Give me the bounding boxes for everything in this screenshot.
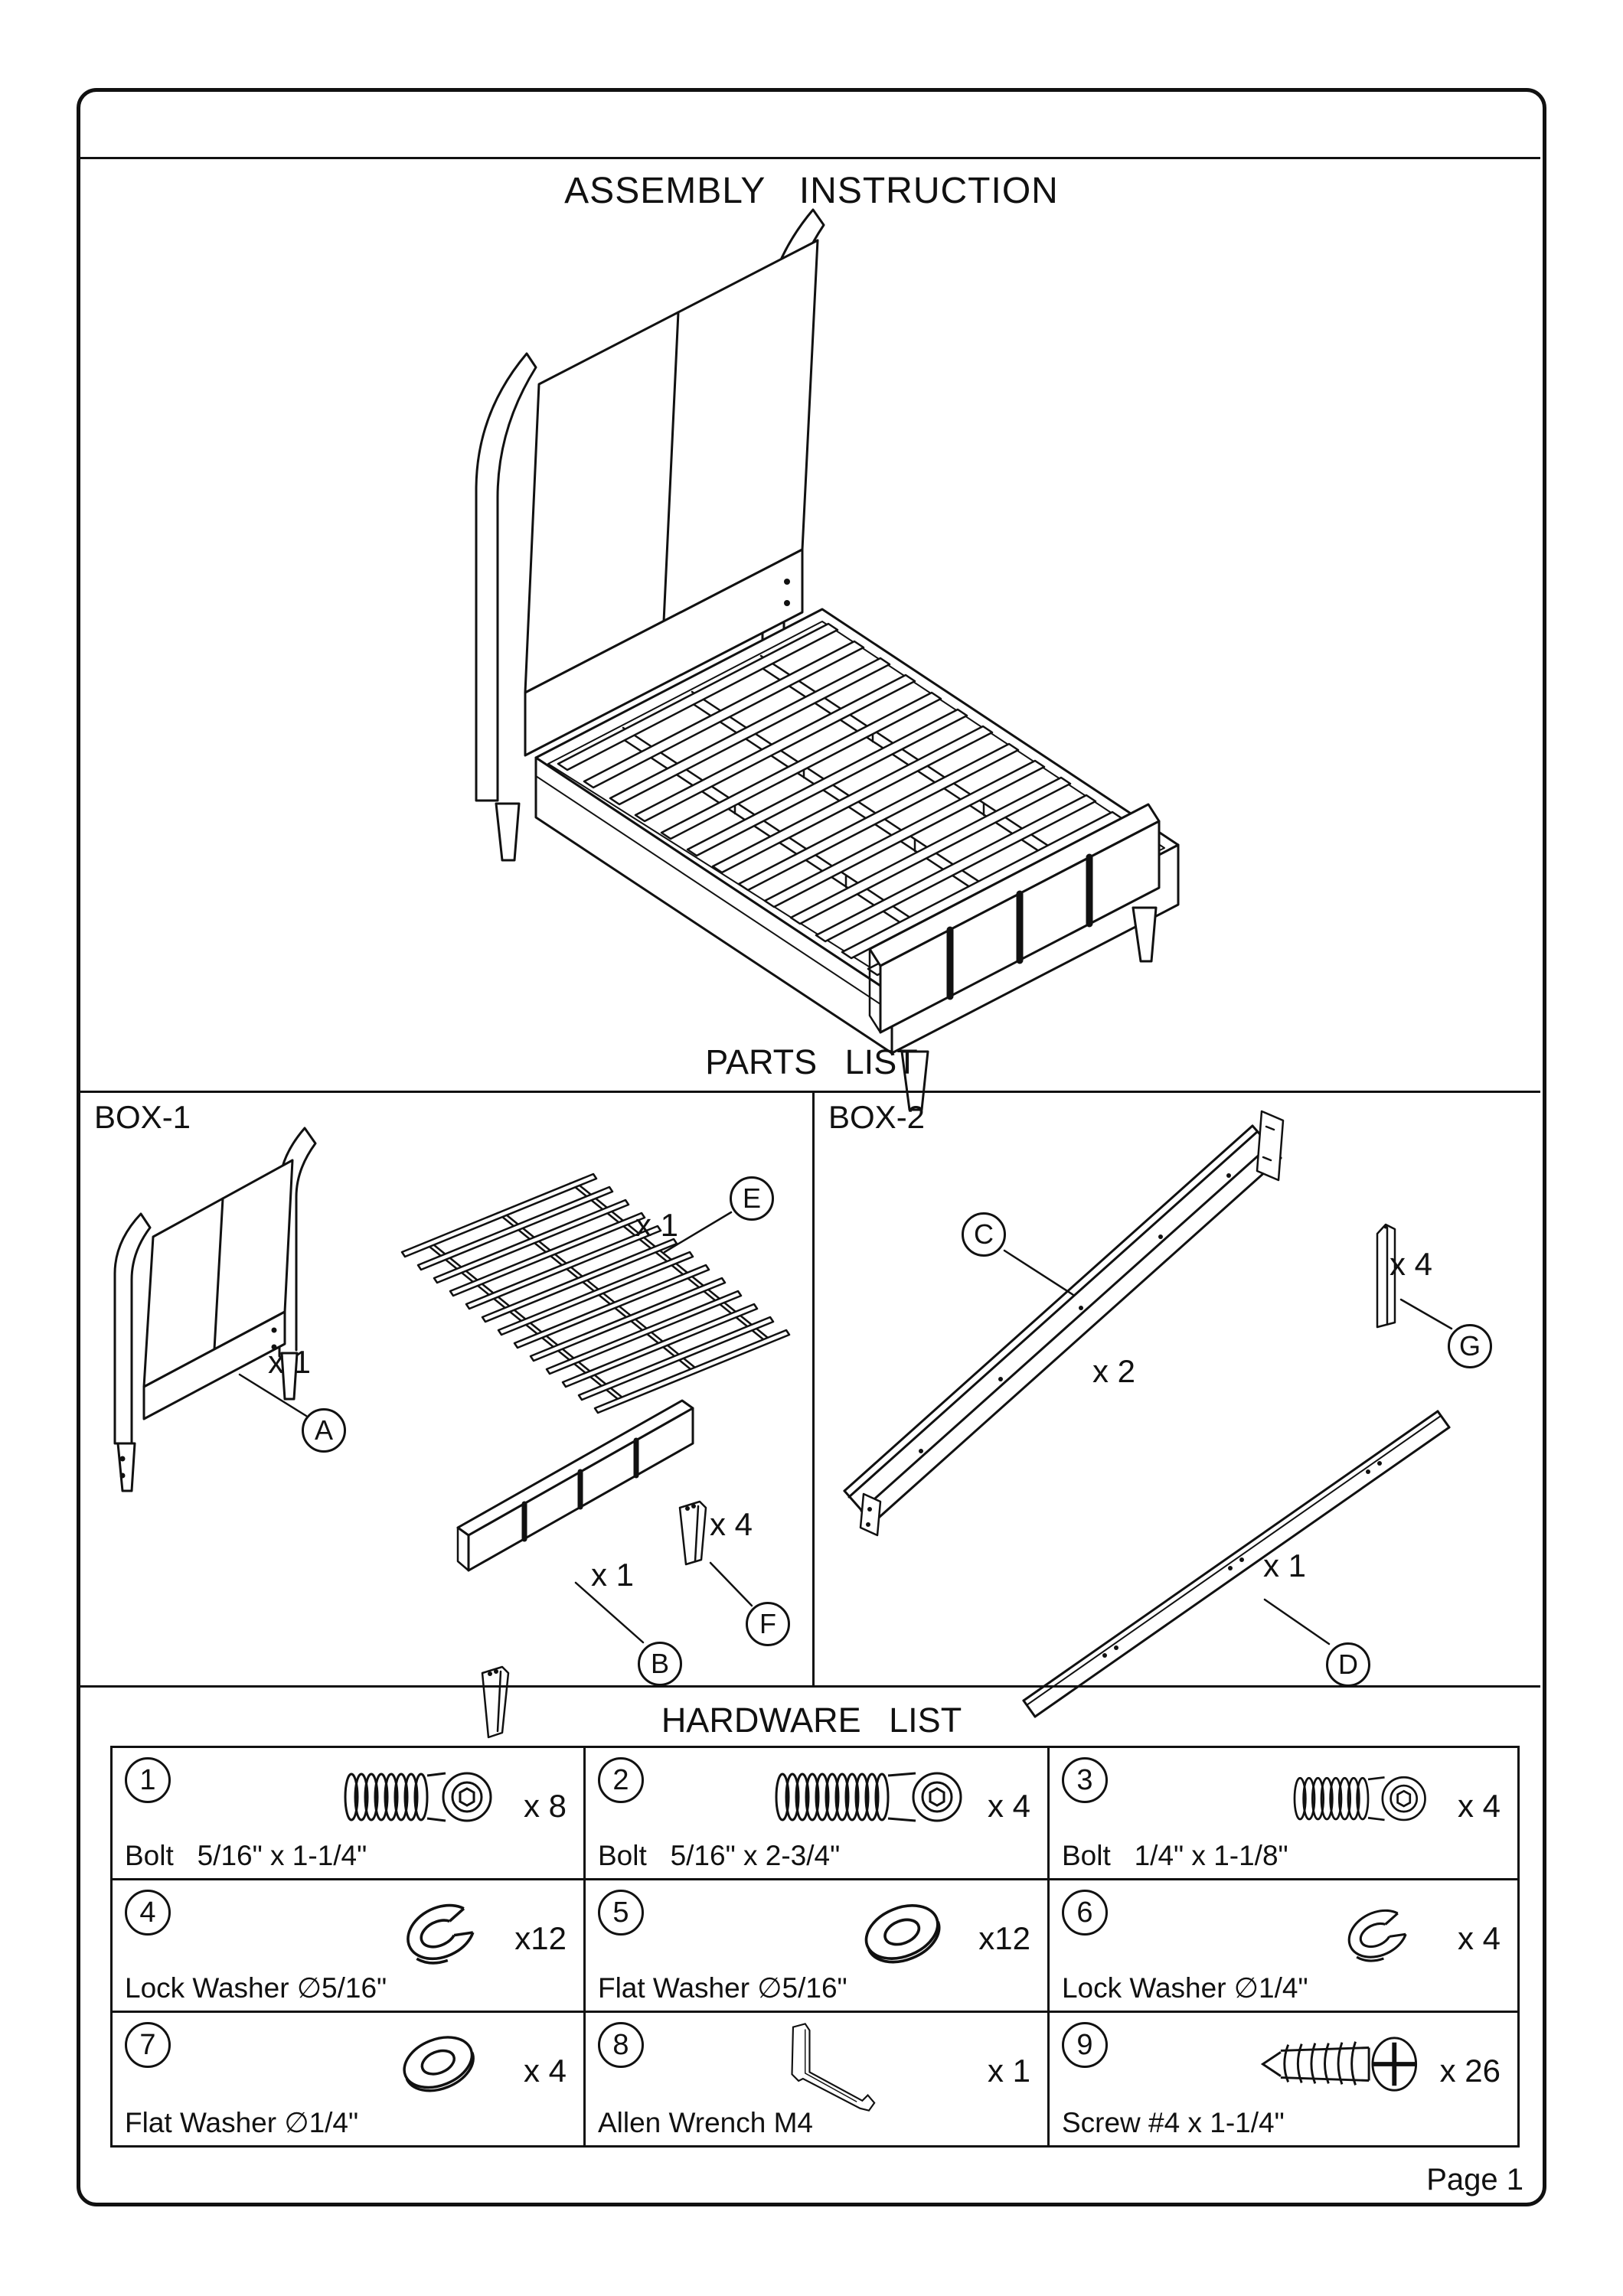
item-qty: x 26	[1439, 2053, 1501, 2089]
item-qty: x 4	[1457, 1788, 1501, 1824]
item-qty: x12	[978, 1920, 1030, 1956]
item-qty: x 4	[1457, 1920, 1501, 1956]
item-name: Lock Washer ∅5/16"	[125, 1972, 387, 2004]
hardware-list-title: HARDWARE LIST	[661, 1701, 962, 1740]
item-number-badge: 4	[125, 1890, 171, 1936]
item-name: Allen Wrench M4	[597, 2107, 814, 2138]
item-qty: x12	[514, 1920, 567, 1956]
part-e-balloon: E	[730, 1176, 774, 1221]
hardware-item-5	[586, 1880, 1050, 2013]
hardware-item-1	[113, 1748, 586, 1880]
box-divider-line	[812, 1091, 815, 1687]
hardware-item-3	[1050, 1748, 1517, 1880]
hardware-item-2	[586, 1748, 1050, 1880]
item-number-badge: 1	[125, 1757, 171, 1803]
parts-section-top-line	[78, 1091, 1540, 1093]
part-g-balloon: G	[1448, 1324, 1492, 1368]
item-name: Bolt 5/16" x 1-1/4"	[125, 1840, 367, 1871]
hardware-item-6	[1050, 1880, 1517, 2013]
lock-washer-icon	[1335, 1894, 1418, 1977]
hardware-item-8	[586, 2013, 1050, 2145]
item-name: Screw #4 x 1-1/4"	[1061, 2107, 1285, 2138]
part-a-balloon: A	[302, 1408, 346, 1453]
hardware-table	[110, 1746, 1520, 2148]
page-number: Page 1	[1426, 2163, 1523, 2197]
item-number-badge: 9	[1062, 2022, 1108, 2068]
hardware-item-4	[113, 1880, 586, 2013]
part-f-qty: x 4	[709, 1506, 753, 1542]
item-number-badge: 8	[598, 2022, 644, 2068]
parts-list-title: PARTS LIST	[705, 1042, 918, 1081]
item-number-badge: 2	[598, 1757, 644, 1803]
item-name: Flat Washer ∅1/4"	[125, 2107, 359, 2138]
part-d-balloon: D	[1326, 1642, 1370, 1687]
hardware-item-7	[113, 2013, 586, 2145]
bolt-icon	[338, 1766, 495, 1829]
long-bolt-icon	[769, 1766, 965, 1829]
item-number-badge: 5	[598, 1890, 644, 1936]
header-divider-line	[78, 157, 1540, 159]
flat-washer-icon	[395, 2025, 484, 2106]
item-qty: x 8	[523, 1788, 567, 1824]
part-g-qty: x 4	[1389, 1246, 1433, 1282]
item-number-badge: 3	[1062, 1757, 1108, 1803]
allen-wrench-icon	[769, 2020, 883, 2114]
item-number-badge: 7	[125, 2022, 171, 2068]
item-name: Bolt 5/16" x 2-3/4"	[597, 1840, 841, 1871]
part-c-balloon: C	[962, 1212, 1006, 1257]
item-number-badge: 6	[1062, 1890, 1108, 1936]
flat-washer-icon	[856, 1893, 951, 1978]
part-c-qty: x 2	[1092, 1353, 1136, 1389]
item-name: Flat Washer ∅5/16"	[597, 1972, 847, 2004]
hardware-item-9	[1050, 2013, 1517, 2145]
item-qty: x 4	[523, 2053, 567, 2089]
item-qty: x 4	[987, 1788, 1030, 1824]
box1-label: BOX-1	[94, 1099, 191, 1135]
page-title: ASSEMBLY INSTRUCTION	[564, 171, 1059, 211]
bolt-icon	[1288, 1771, 1429, 1828]
lock-washer-icon	[392, 1887, 487, 1981]
item-name: Lock Washer ∅1/4"	[1061, 1972, 1308, 2004]
hardware-section-top-line	[78, 1685, 1540, 1688]
item-qty: x 1	[987, 2053, 1030, 2089]
part-b-qty: x 1	[590, 1557, 635, 1593]
part-a-qty: x 1	[267, 1344, 312, 1380]
item-name: Bolt 1/4" x 1-1/8"	[1061, 1840, 1288, 1871]
box2-label: BOX-2	[828, 1099, 926, 1135]
part-e-qty: x 1	[635, 1207, 679, 1243]
screw-icon	[1257, 2033, 1424, 2095]
part-b-balloon: B	[638, 1642, 682, 1686]
part-d-qty: x 1	[1262, 1548, 1307, 1583]
part-f-balloon: F	[746, 1602, 790, 1646]
